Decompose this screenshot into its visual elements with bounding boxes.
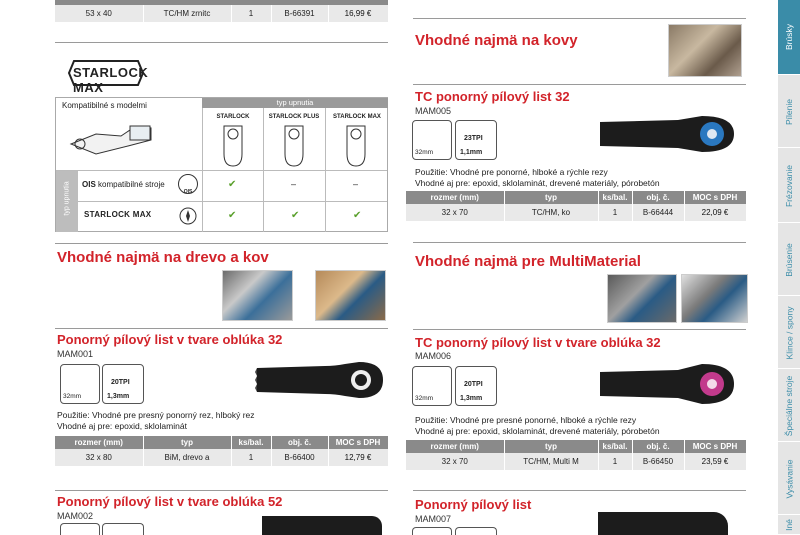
divider <box>55 328 388 329</box>
depth-spec-icon <box>60 523 100 535</box>
ois-badge-icon <box>178 174 198 194</box>
application-photo <box>681 274 748 323</box>
mount-header: typ upnutia <box>276 98 314 107</box>
mount-type-starlock: STARLOCK <box>216 114 250 120</box>
teeth-spec-icon <box>455 527 497 535</box>
dash-icon: – <box>353 179 359 189</box>
spec-width: 32mm <box>415 395 434 402</box>
sidebar-tab-frezovanie[interactable] <box>778 149 800 223</box>
col-header-qty: ks/bal. <box>598 191 632 204</box>
depth-spec-icon <box>60 364 100 404</box>
ois-badge-text: OIS <box>183 189 193 195</box>
ois-row-label <box>82 180 165 189</box>
section-title-multimaterial: Vhodné najmä pre MultiMaterial <box>415 253 641 270</box>
sidebar-tab-specialne-stroje[interactable] <box>778 370 800 442</box>
cell-size: 32 x 70 <box>406 453 504 470</box>
table-header-row <box>406 191 746 204</box>
table-row <box>55 449 388 466</box>
application-photo <box>668 24 742 77</box>
cell-size: 32 x 80 <box>55 449 143 466</box>
cell-qty: 1 <box>598 453 632 470</box>
usage-text: Použitie: Vhodné pre presný ponorný rez, hlboký rez <box>57 410 255 420</box>
divider <box>55 243 388 244</box>
spec-thickness: 1,3mm <box>460 395 483 402</box>
divider <box>413 242 746 243</box>
cell-code: B-66400 <box>271 449 328 466</box>
sidebar-tab-label: Pílenie <box>784 98 794 125</box>
multitool-illustration <box>66 114 156 162</box>
col-header-price: MOC s DPH <box>684 440 746 453</box>
sidebar-tab-label: Iné <box>783 519 794 531</box>
depth-spec-icon <box>412 120 452 160</box>
usage-text: Použitie: Vhodné pre presné ponorné, hlboké a rýchle rezy <box>415 415 637 425</box>
cell-qty: 1 <box>231 449 271 466</box>
col-header-type: typ <box>504 191 598 204</box>
ois-label: kompatibilné stroje <box>98 180 165 189</box>
sidebar-tab-klince-spony[interactable] <box>778 297 800 369</box>
spec-width: 32mm <box>63 393 82 400</box>
col-header-size: rozmer (mm) <box>55 436 143 449</box>
col-header-code: obj. č. <box>271 436 328 449</box>
product-title: TC ponorný pílový list v tvare oblúka 32 <box>415 335 661 350</box>
blade-image <box>255 358 385 402</box>
col-header-type: typ <box>504 440 598 453</box>
starlock-logo-text: STARLOCK MAX <box>73 65 149 95</box>
teeth-spec-icon <box>455 366 497 406</box>
teeth-spec-icon <box>102 364 144 404</box>
mount-type-starlock-max: STARLOCK MAX <box>333 114 381 120</box>
price-table <box>406 191 747 221</box>
cell-type: TC/HM, Multi M <box>504 453 598 470</box>
table-header-row <box>55 436 388 449</box>
spec-thickness: 1,3mm <box>107 393 130 400</box>
mount-header-bar <box>202 98 388 108</box>
sidebar-tab-label: Vysávanie <box>784 459 794 498</box>
divider <box>55 42 388 43</box>
cell-price: 22,09 € <box>684 204 746 221</box>
sidebar-tab-brusenie[interactable] <box>778 224 800 296</box>
spec-thickness: 1,1mm <box>460 149 483 156</box>
cell-price: 16,99 € <box>328 5 388 22</box>
blade-image <box>598 512 728 535</box>
col-header-size: rozmer (mm) <box>406 191 504 204</box>
spec-tpi: 20TPI <box>111 379 130 386</box>
compatible-label: Kompatibilné s modelmi <box>62 101 147 110</box>
cell-type: TC/HM, ko <box>504 204 598 221</box>
col-header-price: MOC s DPH <box>684 191 746 204</box>
price-table <box>55 436 389 466</box>
divider <box>55 490 388 491</box>
divider <box>413 490 746 491</box>
divider <box>413 329 746 330</box>
cell-code: B-66391 <box>271 5 328 22</box>
table-row <box>406 453 746 470</box>
ois-bold: OIS <box>82 180 96 189</box>
divider <box>78 201 387 202</box>
table-row <box>406 204 746 221</box>
check-icon: ✔ <box>228 179 237 190</box>
sidebar-tab-label: Špeciálne stroje <box>784 375 795 436</box>
cell-price: 12,79 € <box>328 449 388 466</box>
cell-code: B-66450 <box>632 453 684 470</box>
check-icon: ✔ <box>291 210 300 221</box>
col-header-qty: ks/bal. <box>231 436 271 449</box>
starlock-compat-table <box>55 97 388 232</box>
teeth-spec-icon <box>455 120 497 160</box>
cell-qty: 1 <box>231 5 271 22</box>
spec-tpi: 23TPI <box>464 135 483 142</box>
mount-type-starlock-plus: STARLOCK PLUS <box>268 114 320 120</box>
product-title: TC ponorný pílový list 32 <box>415 89 570 104</box>
cell-size: 32 x 70 <box>406 204 504 221</box>
top-price-table <box>55 0 389 22</box>
starlock-max-mount-icon <box>345 124 367 168</box>
col-header-qty: ks/bal. <box>598 440 632 453</box>
divider <box>413 18 746 19</box>
blade-image <box>598 112 738 156</box>
product-title: Ponorný pílový list v tvare oblúka 52 <box>57 494 283 509</box>
sidebar-tab-label: Frézovanie <box>784 164 794 207</box>
sidebar-tab-label: Brúsenie <box>784 242 794 277</box>
col-header-price: MOC s DPH <box>328 436 388 449</box>
cell-price: 23,59 € <box>684 453 746 470</box>
sidebar-tab-vysavanie[interactable] <box>778 443 800 515</box>
product-code: MAM002 <box>57 511 94 521</box>
cell-type: BiM, drevo a <box>143 449 231 466</box>
starlock-max-row-logo: STARLOCK MAX <box>84 210 152 219</box>
side-label-bar <box>56 171 78 232</box>
blade-image <box>598 360 738 408</box>
cell-type: TC/HM zrnitc <box>143 5 231 22</box>
divider <box>56 170 387 171</box>
cell-size: 53 x 40 <box>55 5 143 22</box>
product-code: MAM005 <box>415 106 452 116</box>
starlock-mount-icon <box>222 124 244 168</box>
product-code: MAM001 <box>57 349 94 359</box>
dash-icon: – <box>291 179 297 189</box>
product-code: MAM006 <box>415 351 452 361</box>
cell-code: B-66444 <box>632 204 684 221</box>
col-header-size: rozmer (mm) <box>406 440 504 453</box>
spec-tpi: 20TPI <box>464 381 483 388</box>
sidebar-tab-label: Brúsky <box>784 24 795 50</box>
usage-text-also: Vhodné aj pre: epoxid, sklolaminát <box>57 421 187 431</box>
starlock-plus-mount-icon <box>283 124 305 168</box>
side-label: typ upnutia <box>63 181 71 216</box>
col-header-code: obj. č. <box>632 440 684 453</box>
section-title-wood-metal: Vhodné najmä na drevo a kov <box>57 249 269 266</box>
col-header-code: obj. č. <box>632 191 684 204</box>
product-title: Ponorný pílový list <box>415 497 532 512</box>
check-icon: ✔ <box>353 210 362 221</box>
table-row <box>55 5 388 22</box>
sidebar-tab-pilenie[interactable] <box>778 76 800 148</box>
blade-image <box>262 516 382 535</box>
application-photo <box>315 270 386 321</box>
section-title-metals: Vhodné najmä na kovy <box>415 32 578 49</box>
sidebar-tab-label: Klince / spony <box>784 306 795 359</box>
category-sidebar <box>778 0 800 535</box>
sidebar-tab-brusky[interactable] <box>778 0 800 75</box>
table-header-row <box>406 440 746 453</box>
starlock-max-badge-icon <box>178 206 198 226</box>
check-icon: ✔ <box>228 210 237 221</box>
divider <box>413 84 746 85</box>
cell-qty: 1 <box>598 204 632 221</box>
usage-text: Použitie: Vhodné pre ponorné, hlboké a rýchle rezy <box>415 167 608 177</box>
product-title: Ponorný pílový list v tvare oblúka 32 <box>57 332 283 347</box>
product-code: MAM007 <box>415 514 452 524</box>
application-photo <box>222 270 293 321</box>
usage-text-also: Vhodné aj pre: epoxid, sklolaminát, drevené materiály, pórobetón <box>415 426 660 436</box>
depth-spec-icon <box>412 527 452 535</box>
col-header-type: typ <box>143 436 231 449</box>
sidebar-tab-ine[interactable] <box>778 516 800 535</box>
teeth-spec-icon <box>102 523 144 535</box>
starlock-max-logo <box>66 58 149 95</box>
price-table <box>406 440 747 470</box>
application-photo <box>607 274 677 323</box>
depth-spec-icon <box>412 366 452 406</box>
spec-width: 32mm <box>415 149 434 156</box>
usage-text-also: Vhodné aj pre: epoxid, sklolaminát, drevené materiály, pórobetón <box>415 178 660 188</box>
